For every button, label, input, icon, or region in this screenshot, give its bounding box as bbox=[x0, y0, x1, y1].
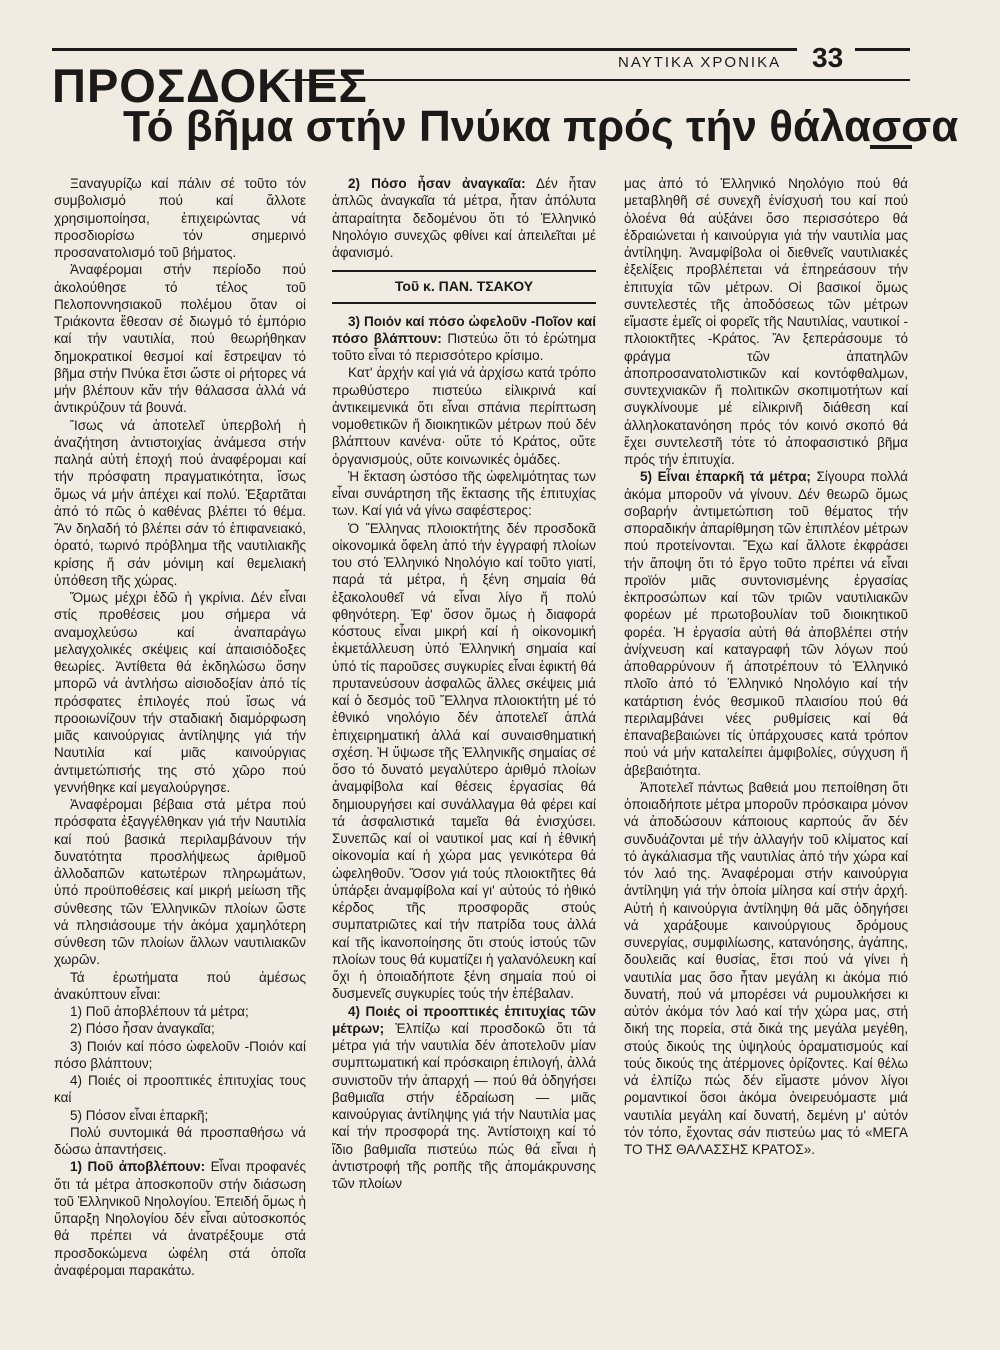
article-title: Τό βῆμα στήν Πνύκα πρός τήν θάλασσα bbox=[123, 102, 959, 151]
answer-text: Σίγουρα πολλά ἀκόμα μποροῦν νά γίνουν. Δέν θεωρῶ ὅμως σοβαρήν ἀντιμετώπιση τοῦ θέματος τήν σποραδικήν ἀπαρίθμηση τῶν ἐπιπλέον μέτρων πού προτείνονται. Ἔχω καί ἄλλοτε ἐκφράσει τήν ἄποψη ὅτι τό ἔργο τοῦτο πρέπει νά εἶναι προϊόν μιᾶς συντονισμένης ἐργασίας ἐκπροσώπων καί τῶν τριῶν ναυτιλιακῶν φορέων μέ πρωτοβουλίαν τοῦ διοικητικοῦ φορέα. Ἡ ἐργασία αὐτή θά ἀποβλέπει στήν ἀνίχνευση καί καταγραφή τῶν λόγων πού ἀποθαρρύνουν ἤ ἀποτρέπουν τό Ἑλληνικό πλοῖο ἀπό τό Ἑλληνικό Νηολόγιο καί τήν κατάρτιση ἑνός θεσμικοῦ πλαισίου πού θά περιλαμβάνει νέες ρυθμίσεις καί θά ἐπαναβεβαιώνει τίς ὑπάρχουσες κατά τρόπον πού νά μήν καταλείπει ἀμφιβολίες, σύγχυση ἤ ἀβεβαιότητα. bbox=[624, 469, 908, 778]
answer-text: Εἶναι προφανές ὅτι τά μέτρα ἀποσκοποῦν στήν διάσωση τοῦ Ἑλληνικοῦ Νηολογίου. Ἐπειδή ὅμως ἡ ὕπαρξη Νηολογίου δέν εἶναι αὐτοσκοπός θά πρέπει νά ἀνατρέξουμε στά προσδοκώμενα ὠφέλη στά ὁποῖα ἀναφέρομαι παρακάτω. bbox=[54, 1159, 306, 1278]
paragraph: Ἡ ἔκταση ὡστόσο τῆς ὠφελιμότητας των εἶναι συνάρτηση τῆς ἔκτασης τῆς ἐπιτυχίας των. Καί γιά νά γίνω σαφέστερος: bbox=[332, 468, 596, 519]
answer-text: Δέν ἦταν ἁπλῶς ἀναγκαῖα τά μέτρα, ἦταν ἀπόλυτα ἀπαραίτητα δεδομένου ὅτι τό Ἑλληνικό Νηολόγιο συνεχῶς φθίνει καί ἀπειλεῖται μέ ἀφανισμό. bbox=[332, 176, 596, 260]
paragraph: μας ἀπό τό Ἑλληνικό Νηολόγιο πού θά μεταβληθῆ σέ συνεχῆ ἐνίσχυσή του καί πού ὁλοένα θά αὐξάνει ὅσο περισσότερο θά ἑδραιώνεται ἡ καινούργια γιά τήν ναυτιλία μας ἀντίληψη. Ἀναμφίβολα οἱ διεθνεῖς ναυτιλιακές ἐξελίξεις προβλέπεται νά ἐπηρεάσουν τήν ἐπιτυχία τῶν μέτρων. Οἱ βασικοί ὅμως συντελεστές τῆς ἀποδόσεως τῶν μέτρων εἴμαστε ἐμεῖς οἱ φορεῖς τῆς Ναυτιλίας, ναυτικοί - πλοιοκτῆτες -Κράτος. Ἄν ξεπεράσουμε τό φράγμα τῶν ἀπατηλῶν ἀποπροσανατολιστικῶν καί κοντόφθαλμων, συντεχνιακῶν ἤ πολιτικῶν σκοπιμοτήτων καί συγκλίνουμε μέ εἰλικρινῆ διάθεση καί ἀλληλοκατανόηση πρός τόν κοινό σκοπό θά ἔχει συντελεστῆ τότε τό ἀποφασιστικό βῆμα πρός τήν ἐπιτυχία. bbox=[624, 176, 908, 467]
paragraph: Ἴσως νά ἀποτελεῖ ὑπερβολή ἡ ἀναζήτηση ἀντιστοιχίας ἀνάμεσα στήν παληά αὐτή ἐποχή πού ἀναφέρομαι καί τήν πρόσφατη πραγματικότητα, ἴσως ὅμως νά μήν ἀπέχει καί πολύ. Ἐξαρτᾶται ἀπό τό πῶς ὁ καθένας βλέπει τό θέμα. Ἄν δηλαδή τό βλέπει σάν τό ἐπιφανειακό, ὁρατό, τωρινό πρόβλημα τῆς ναυτιλιακῆς κρίσης ἤ σάν μόνιμη καί θεμελιακή ὑπόθεση τῆς χώρας. bbox=[54, 417, 306, 588]
answer-text: Ἐλπίζω καί προσδοκῶ ὅτι τά μέτρα γιά τήν ναυτιλία δέν ἀποτελοῦν μίαν συμπτωματική καί πρόσκαιρη ἐπιλογή, ἀλλά συνιστοῦν τήν ἀπαρχή — πού θά ὁδηγήσει βαθμιαῖα στήν ἑδραίωση — μιᾶς καινούργιας ἀντίληψης γιά τήν Ναυτιλία μας καί τήν προσφορά της. Ἀντίστοιχη καί τό ἴδιο βαθμιαῖα πιστεύω πώς θά εἶναι ἡ ἀντιστροφή τῆς ροπῆς τῆς ἀπομάκρυνσης τῶν πλοίων bbox=[332, 1020, 596, 1191]
header-rule-right bbox=[855, 48, 910, 51]
paragraph: Ὁ Ἕλληνας πλοιοκτήτης δέν προσδοκᾶ οἰκονομικά ὄφελη ἀπό τήν ἐγγραφή πλοίων του στό Ἑλληνικό Νηολόγιο καί τοῦτο γιατί, παρά τά μέτρα, ἡ ξένη σημαία θά ἐξακολουθεῖ νά εἶναι λίγο ἤ πολύ φθηνότερη. Ἐφ' ὅσον ὅμως ἡ διαφορά κόστους εἶναι μικρή καί ἡ οἰκονομική ἐκμετάλλευση ὑπό Ἑλληνική σημαία καί ὑπό τίς παροῦσες συγκυρίες εἶναι ἐφικτή θά πρυτανεύσουν ἀσφαλῶς ἄλλες σκέψεις μιά καί ὁ δεσμός τοῦ Ἕλληνα πλοιοκτήτη μέ τό ἐθνικό νηολόγιο δέν ἀποτελεῖ ἁπλά ἐπιχειρηματική ἀλλά καί συναισθηματική σχέση. Ἡ ὕψωσε τῆς Ἑλληνικῆς σημαίας σέ ὅσο τό δυνατό μεγαλύτερο ἀριθμό πλοίων ἀναμφίβολα καί θέσεις ἐργασίας θά δημιουργήσει καί συνάλλαγμα θά φέρει καί τά ἀσφαλιστικά ταμεῖα θά ἐνισχύσει. Συνεπῶς καί οἱ ναυτικοί μας καί ἡ ἐθνική οἰκονομία καί ἡ χώρα μας γενικότερα θά ὠφεληθοῦν. Ὅσον γιά τούς πλοιοκτῆτες θά ὑπάρξει ἀναμφίβολα καί γι' αὐτούς τό ἠθικό κέρδος τῆς προσφορᾶς στούς συμπατριῶτες καί τήν πατρίδα τους ἀλλά καί τῆς ἱκανοποίησης ὅτι στούς ἱστούς τῶν πλοίων τους θά κυματίζει ἡ γαλανόλευκη καί ὄχι ἡ ὁποιαδήποτε ξένη σημαία πού οἱ δυσμενεῖς συγκυρίες τούς τήν ἐπέβαλαν. bbox=[332, 520, 596, 1002]
question-item: 1) Ποῦ ἀποβλέπουν τά μέτρα; bbox=[70, 1004, 249, 1019]
column-3 bbox=[624, 175, 908, 1158]
section-rule bbox=[285, 79, 910, 81]
answer-heading: 1) Ποῦ ἀποβλέπουν: bbox=[70, 1159, 206, 1175]
paragraph: Πολύ συντομικά θά προσπαθήσω νά δώσω ἀπαντήσεις. bbox=[54, 1124, 306, 1157]
masthead: ΝΑΥΤΙΚΑ ΧΡΟΝΙΚΑ bbox=[618, 54, 782, 71]
paragraph: Ἀποτελεῖ πάντως βαθειά μου πεποίθηση ὅτι ὁποιαδήποτε μέτρα μποροῦν πρόσκαιρα μόνον νά ἀποδώσουν κάποιους καρπούς ἄν δέν συνδυάζονται μέ τήν ἀλλαγήν τοῦ κλίματος καί τό ἀγκάλιασμα τῆς ναυτιλίας ἀπό τήν χώρα καί τόν λαό της. Ἀναφέρομαι στήν καινούργια ἀντίληψη γιά τήν ὁποία μίλησα καί στήν ἀρχή. Αὐτή ἡ καινούργια ἀντίληψη θά μᾶς ὁδηγήσει νά χαράξουμε καινούργιους δρόμους συνεργίας, συμφιλίωσης, κατανόησης, ἀγάπης, δουλειᾶς καί θυσίας, ἔτσι πού νά γίνει ἡ ναυτιλία μας ὅσο ἦταν μεγάλη κι ἀκόμα πιό δυνατή, πού νά μπορέσει νά ρυμουλκήσει κι αὐτόν ἀκόμα τόν λαό καί τήν χώρα μας, στή δική της πορεία, στά δικά της μεγάλα μεγέθη, στούς δικούς της ὑψηλούς ὁραματισμούς καί τούς δικούς της ἀτέρμονες ὁρίζοντες. Καί θέλω νά ἐλπίζω πώς δέν εἴμαστε μόνον λίγοι ρομαντικοί ὅσοι ἀκόμα ὀνειρευόμαστε μιά ναυτιλία μεγάλη καί δυνατή, δεμένη μ' αὐτόν τόν τόπο, ἔχοντας σάν πιστεύω μας τό «ΜΕΓΑ ΤΟ ΤΗΣ ΘΑΛΑΣΣΗΣ ΚΡΑΤΟΣ». bbox=[624, 779, 908, 1157]
answer-heading: 3) Ποιόν καί πόσο ὠφελοῦν -Ποῖον καί πόσο βλάπτουν: bbox=[332, 313, 596, 346]
section-heading: ΠΡΟΣΔΟΚΙΕΣ bbox=[52, 59, 368, 112]
question-item: 3) Ποιόν καί πόσο ὠφελοῦν -Ποιόν καί πόσο βλάπτουν; bbox=[54, 1038, 306, 1071]
answer-paragraph bbox=[54, 1158, 306, 1279]
answer-heading: 2) Πόσο ἦσαν ἀναγκαῖα: bbox=[348, 176, 526, 191]
paragraph: Ἀναφέρομαι βέβαια στά μέτρα πού πρόσφατα ἐξαγγέλθηκαν γιά τήν Ναυτιλία καί πού βασικά περιλαμβάνουν τήν δυνατότητα προσλήψεως ἀριθμοῦ ἀλλοδαπῶν κατωτέρων πληρωμάτων, ὑπό προϋποθέσεις καί μικρή μείωση τῆς σύνθεσης τῶν Ἑλληνικῶν πλοίων ὥστε νά πλησιάσουμε τήν ἀκόμα χαμηλότερη σύνθεση τῶν πλοίων ἄλλων ναυτιλιακῶν χωρῶν. bbox=[54, 797, 306, 968]
paragraph: Ὅμως μέχρι ἐδῶ ἡ γκρίνια. Δέν εἶναι στίς προθέσεις μου σήμερα νά αναμοχλεύσω καί ἀναπαράγω μελαγχολικές σκέψεις καί ἀπαισιόδοξες θεωρίες. Ἀντίθετα θά ἐκδηλώσω ὅσην μπορῶ νά ἀντλήσω αἰσιοδοξίαν ἀπό τίς πρόσφατες ἐπιλογές πού ἴσως νά προοιωνίζουν τήν σταδιακή διαμόρφωση μιᾶς καινούργιας ἀντίληψης γιά τήν Ναυτιλία καί μιᾶς καινούργιας ἀντιμετώπισής της στό χῶρο πού γεννήθηκε καί μεγαλούργησε. bbox=[54, 590, 306, 795]
answer-heading: 5) Εἶναι ἐπαρκῆ τά μέτρα; bbox=[640, 469, 811, 485]
paragraph: Τά ἐρωτήματα πού ἀμέσως ἀνακύπτουν εἶναι: bbox=[54, 969, 306, 1002]
paragraph: Ξαναγυρίζω καί πάλιν σέ τοῦτο τόν συμβολισμό πού καί ἄλλοτε χρησιμοποίησα, ἐπιχειρώντας νά προσδιορίσω τόν σημερινό προσανατολισμό τοῦ βήματος. bbox=[54, 176, 306, 260]
page-number: 33 bbox=[812, 42, 844, 73]
question-item: 4) Ποιές οἱ προοπτικές ἐπιτυχίας τους καί bbox=[54, 1073, 306, 1106]
header-rule bbox=[52, 48, 797, 51]
answer-paragraph bbox=[624, 468, 908, 779]
answer-heading: 4) Ποιές οἱ προοπτικές ἐπιτυχίας τῶν μέτρων; bbox=[332, 1003, 596, 1036]
answer-text: Πιστεύω ὅτι τό ἐρώτημα τοῦτο εἶναι τό περισσότερο κρίσιμο. bbox=[332, 330, 596, 363]
column-1 bbox=[54, 175, 306, 1279]
paragraph: Κατ' ἀρχήν καί γιά νά ἀρχίσω κατά τρόπο πρωθύστερο πιστεύω εἰλικρινά καί ἀντικειμενικά ὅτι εἶναι σπάνια περίπτωση νομοθετικῶν ἤ διοικητικῶν μέτρων πού δέν βλάπτουν κανένα· οὔτε τό Κράτος, οὔτε ὀργανισμούς, οὔτε κοινωνικές ὁμάδες. bbox=[332, 365, 596, 467]
author-byline: Τοῦ κ. ΠΑΝ. ΤΣΑΚΟΥ bbox=[332, 270, 596, 303]
answer-paragraph bbox=[332, 313, 596, 365]
answer-paragraph bbox=[332, 1003, 596, 1193]
paragraph: Ἀναφέρομαι στήν περίοδο πού ἀκολούθησε τό τέλος τοῦ Πελοποννησιακοῦ πολέμου ὅταν οἱ Τριάκοντα ἔθεσαν σέ διωγμό τό ἐμπόριο καί τήν ναυτιλία, πού θεωρήθηκαν δημοκρατικοί θεσμοί καί ἔστρεψαν τό βῆμα στήν Πνύκα ἔτσι ὥστε οἱ ρήτορες νά μήν βλέπουν κἄν τήν θάλασσα ἀλλά νά ἀντικρύζουν τά βουνά. bbox=[54, 262, 306, 416]
question-item: 5) Πόσον εἶναι ἐπαρκῆ; bbox=[70, 1107, 209, 1123]
answer-paragraph bbox=[332, 175, 596, 261]
question-item: 2) Πόσο ἦσαν ἀναγκαῖα; bbox=[70, 1021, 215, 1037]
column-2 bbox=[332, 175, 596, 1192]
